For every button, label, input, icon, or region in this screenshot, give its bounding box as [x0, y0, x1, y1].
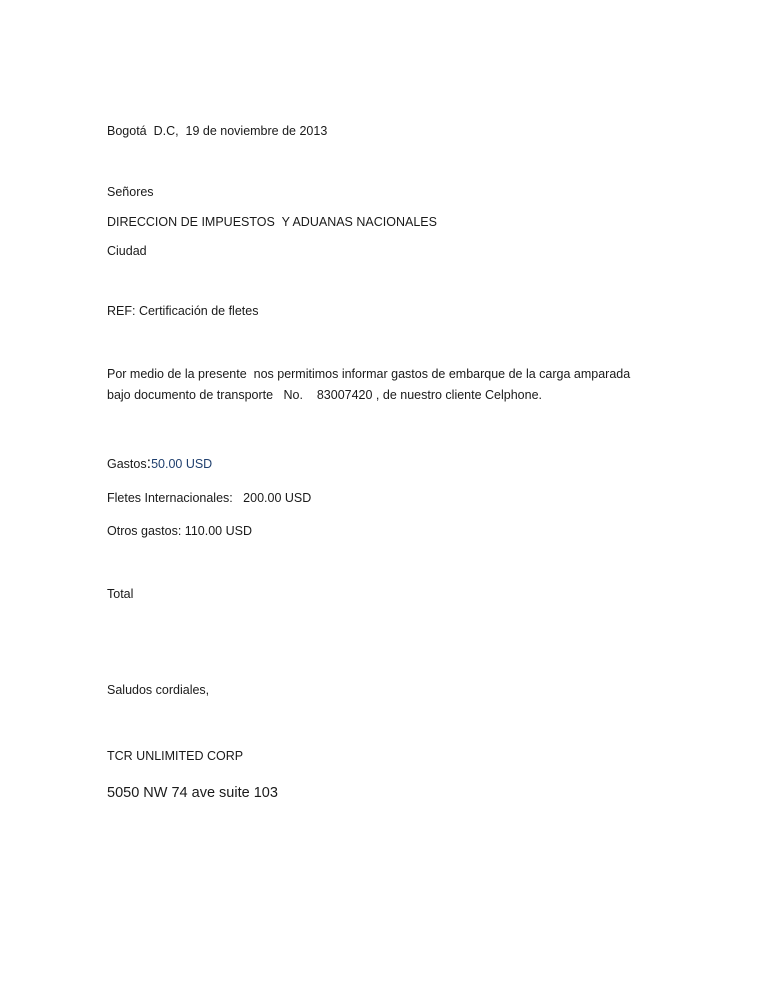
gastos-colon: : — [146, 455, 152, 472]
company-address: 5050 NW 74 ave suite 103 — [107, 785, 278, 801]
recipient-city: Ciudad — [107, 244, 147, 258]
gastos-value: 50.00 USD — [151, 457, 213, 471]
salutation: Señores — [107, 185, 154, 199]
date-line: Bogotá D.C, 19 de noviembre de 2013 — [107, 124, 328, 138]
fletes-line: Fletes Internacionales: 200.00 USD — [107, 491, 312, 505]
gastos-line — [107, 456, 212, 472]
reference-line: REF: Certificación de fletes — [107, 304, 259, 318]
body-line-1: Por medio de la presente nos permitimos informar gastos de embarque de la carga amparada — [107, 367, 631, 381]
otros-gastos-line: Otros gastos: 110.00 USD — [107, 524, 252, 538]
company-name: TCR UNLIMITED CORP — [107, 749, 244, 763]
closing-line: Saludos cordiales, — [107, 683, 210, 697]
body-line-2: bajo documento de transporte No. 83007420 , de nuestro cliente Celphone. — [107, 388, 543, 402]
recipient-name: DIRECCION DE IMPUESTOS Y ADUANAS NACIONALES — [107, 215, 437, 229]
gastos-label: Gastos — [107, 457, 147, 471]
total-line: Total — [107, 587, 134, 601]
